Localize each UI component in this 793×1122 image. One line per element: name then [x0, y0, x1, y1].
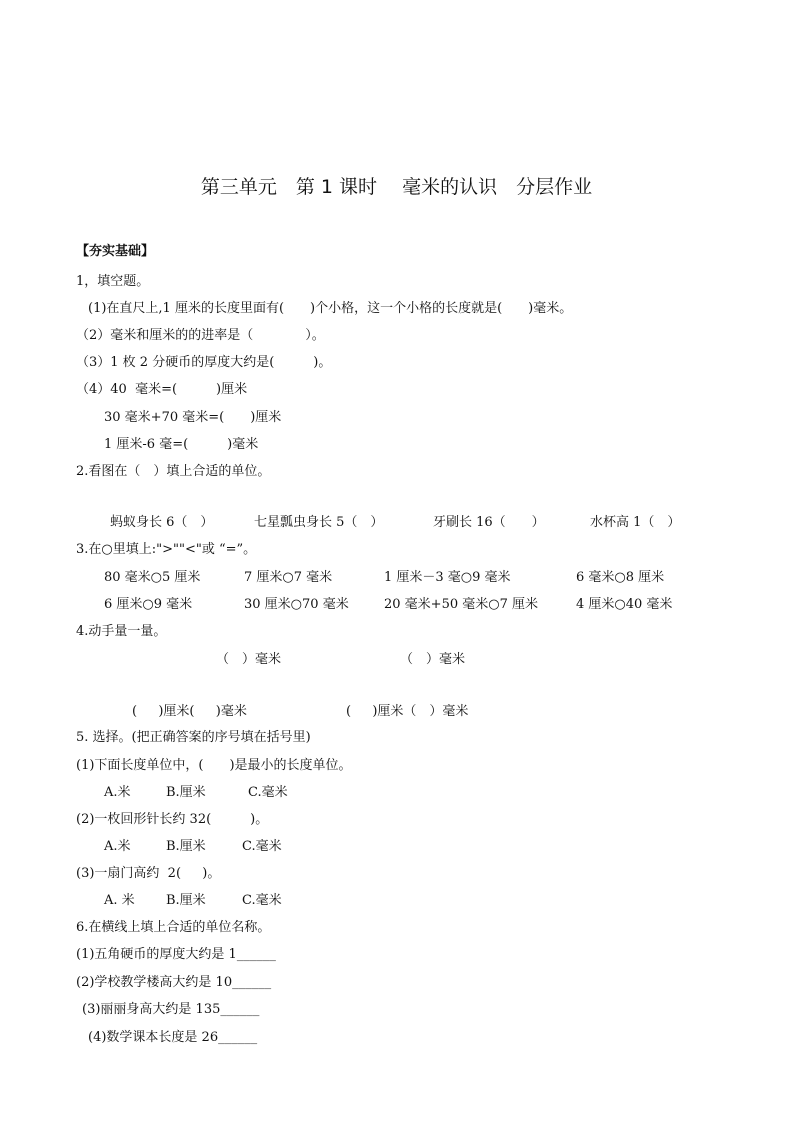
q3-heading: 3.在○里填上:">""<"或 “=”。	[76, 542, 257, 557]
q2-item-toothbrush: 牙刷长 16（ ）	[433, 515, 545, 530]
q1-item-1: (1)在直尺上,1 厘米的长度里面有( )个小格，这一个小格的长度就是( )毫米。	[88, 301, 573, 316]
q5-option: B.厘米	[166, 893, 206, 908]
q5-option: C.毫米	[248, 785, 288, 800]
q5-option: B.厘米	[166, 785, 206, 800]
q4-measure-2: （ ）毫米	[400, 652, 466, 667]
q4-measure-3: ( )厘米( )毫米	[132, 704, 247, 719]
q5-item-2: (2)一枚回形针长约 32( )。	[76, 812, 269, 827]
q3-row2-item: 4 厘米○40 毫米	[576, 597, 673, 612]
q3-row1-item: 80 毫米○5 厘米	[104, 570, 201, 585]
q1-heading: 1，填空题。	[76, 274, 150, 289]
q1-item-4c: 1 厘米-6 毫=( )毫米	[104, 437, 259, 452]
q5-option: A.米	[104, 839, 131, 854]
q5-item-1: (1)下面长度单位中，( )是最小的长度单位。	[76, 758, 352, 773]
q3-row2-item: 30 厘米○70 毫米	[244, 597, 349, 612]
q4-measure-1: （ ）毫米	[216, 652, 282, 667]
q4-heading: 4.动手量一量。	[76, 624, 167, 639]
q5-option: B.厘米	[166, 839, 206, 854]
q3-row1-item: 1 厘米－3 毫○9 毫米	[384, 570, 511, 585]
page-title: 第三单元 第 1 课时 毫米的认识 分层作业	[200, 176, 593, 198]
q3-row2-item: 20 毫米+50 毫米○7 厘米	[384, 597, 538, 612]
q6-item-3: (3)丽丽身高大约是 135______	[82, 1002, 260, 1017]
q1-item-4b: 30 毫米+70 毫米=( )厘米	[104, 410, 282, 425]
q5-option: A. 米	[104, 893, 135, 908]
q5-heading: 5. 选择。(把正确答案的序号填在括号里)	[76, 730, 311, 745]
q3-row2-item: 6 厘米○9 毫米	[104, 597, 193, 612]
q6-item-1: (1)五角硬币的厚度大约是 1______	[76, 947, 276, 962]
q2-item-ladybug: 七星瓢虫身长 5（ ）	[254, 515, 384, 530]
q4-measure-4: ( )厘米（ ）毫米	[346, 704, 469, 719]
q6-item-2: (2)学校教学楼高大约是 10______	[76, 975, 272, 990]
q5-item-3: (3)一扇门高约 2( )。	[76, 866, 221, 881]
q3-row1-item: 7 厘米○7 毫米	[244, 570, 333, 585]
q1-item-4a: （4）40 毫米=( )厘米	[76, 382, 248, 397]
q5-option: C.毫米	[242, 839, 282, 854]
q6-heading: 6.在横线上填上合适的单位名称。	[76, 920, 271, 935]
q2-heading: 2.看图在（ ）填上合适的单位。	[76, 464, 271, 479]
q2-item-cup: 水杯高 1（ ）	[590, 515, 681, 530]
section-heading-basic: 【夯实基础】	[76, 244, 155, 259]
q2-item-ant: 蚂蚁身长 6（ ）	[110, 515, 214, 530]
q1-item-2: （2）毫米和厘米的的进率是（ ）。	[76, 328, 325, 343]
q5-option: A.米	[104, 785, 131, 800]
q3-row1-item: 6 毫米○8 厘米	[576, 570, 665, 585]
q6-item-4: (4)数学课本长度是 26______	[88, 1030, 258, 1045]
q1-item-3: （3）1 枚 2 分硬币的厚度大约是( )。	[76, 355, 332, 370]
q5-option: C.毫米	[242, 893, 282, 908]
